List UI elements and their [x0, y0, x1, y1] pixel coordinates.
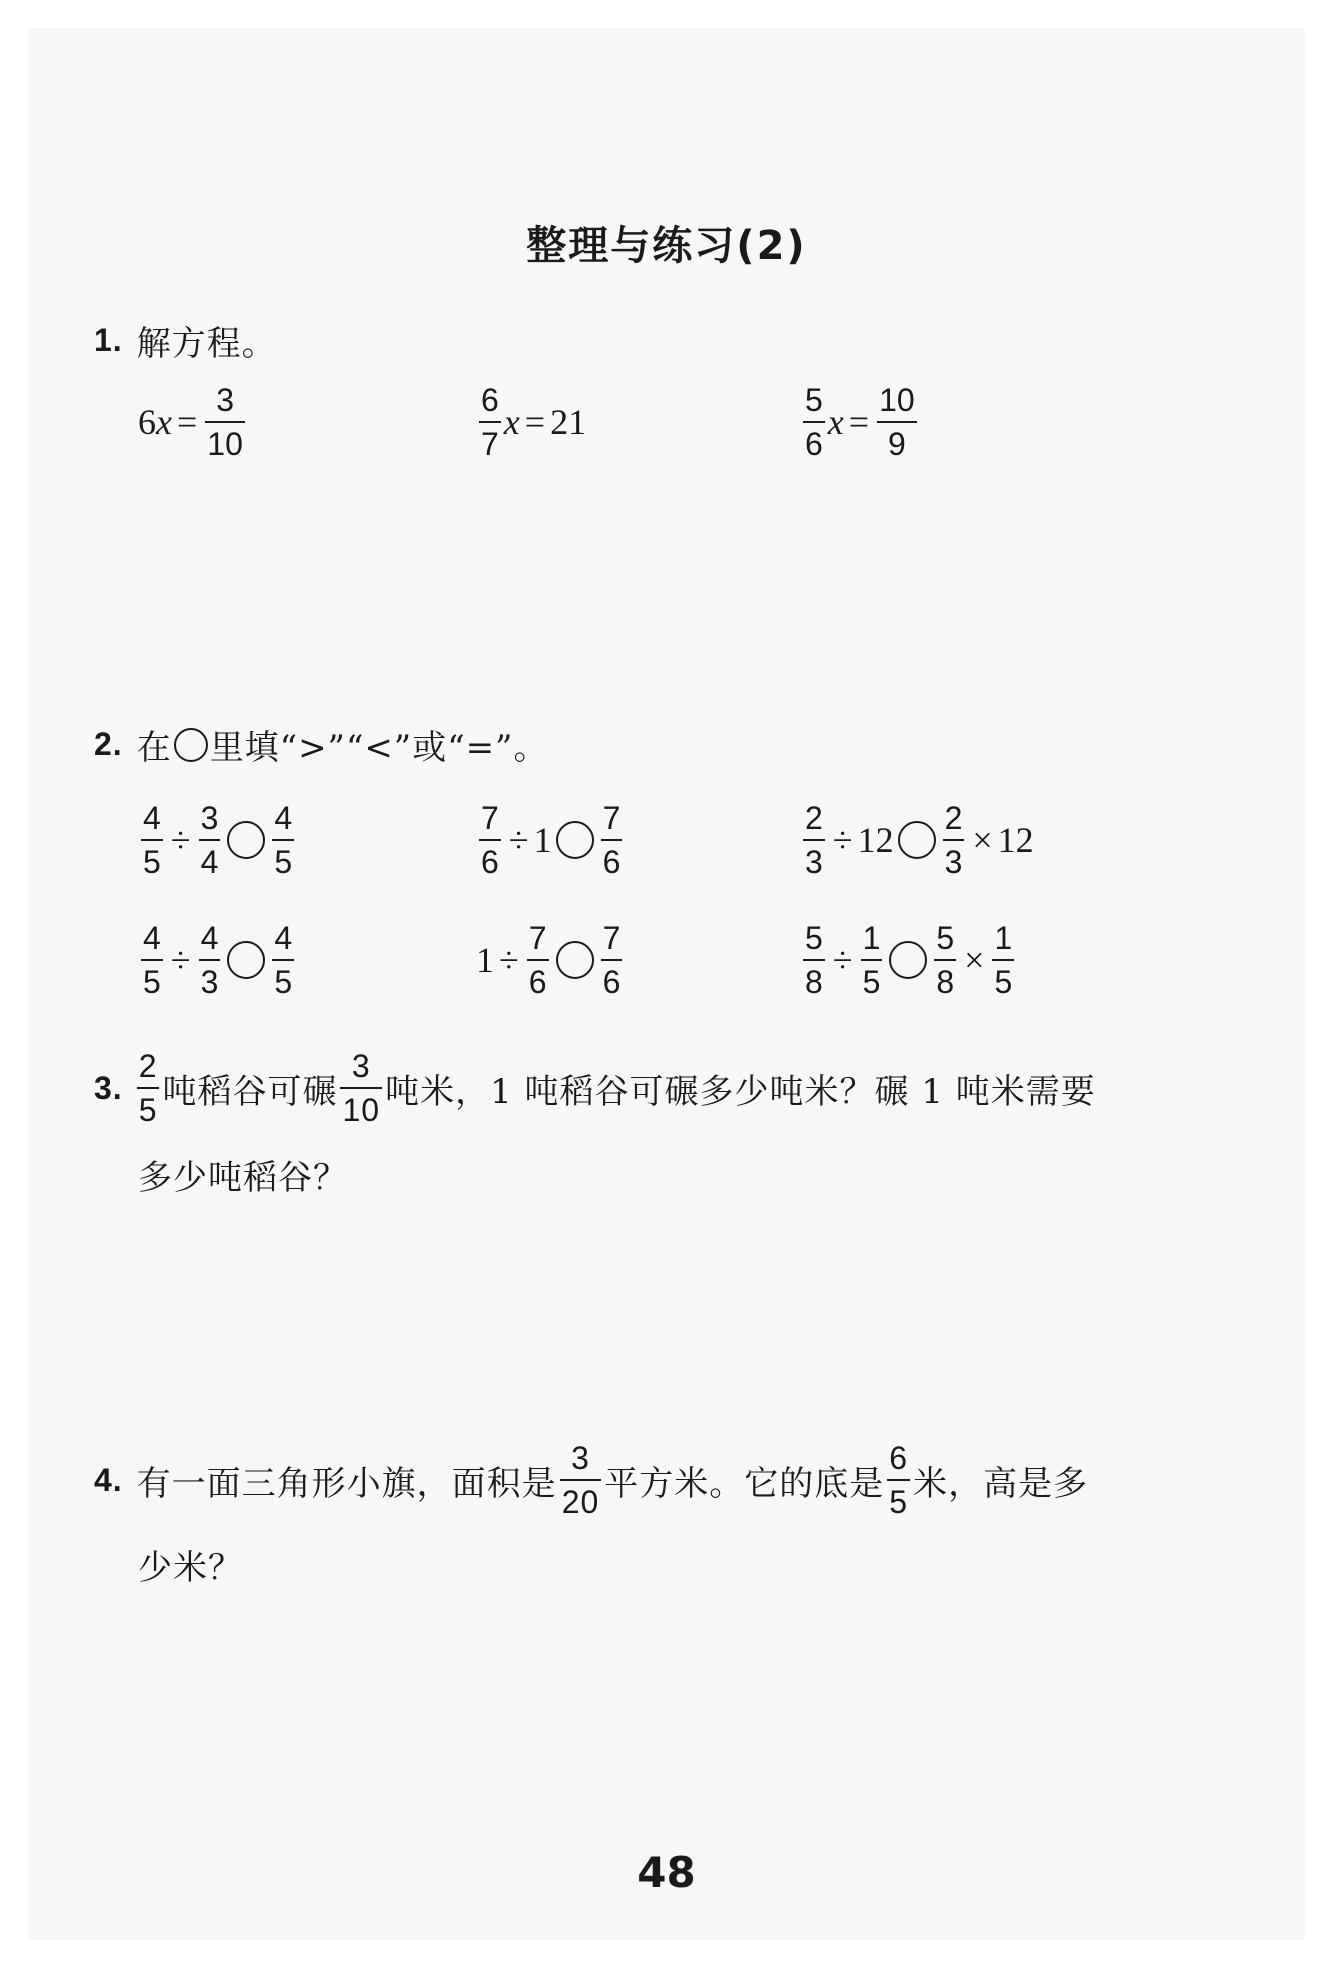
equation-2-var: x: [503, 402, 520, 442]
question-2-number: 2.: [94, 726, 123, 762]
fraction-bar: [479, 421, 501, 423]
fraction-numerator: 7: [602, 920, 621, 956]
fraction-denominator: 6: [481, 844, 499, 880]
fraction-bar: [199, 839, 221, 841]
equation-1-equals: =: [176, 402, 198, 442]
question-4-line-2: 少米？: [138, 1548, 243, 1588]
equation-2-coef-fraction: [479, 382, 501, 462]
question-2-text-before: 在: [136, 728, 172, 768]
fraction-numerator: 3: [571, 1440, 590, 1476]
fraction-denominator: 20: [561, 1484, 600, 1520]
fraction-denominator: 8: [805, 964, 823, 1000]
divide-operator: ÷: [832, 940, 853, 980]
fraction-bar: [803, 421, 825, 423]
fraction-bar: [199, 959, 221, 961]
fraction-denominator: 6: [528, 964, 547, 1000]
answer-circle[interactable]: [898, 821, 936, 859]
equation-3-rhs-fraction: [877, 382, 917, 462]
question-4-number: 4.: [94, 1461, 123, 1498]
fraction-numerator: 10: [879, 382, 915, 418]
question-4-fraction-2: [887, 1440, 910, 1520]
answer-circle[interactable]: [556, 941, 594, 979]
fraction-numerator: 3: [351, 1048, 371, 1084]
fraction-numerator: 4: [143, 800, 161, 836]
fraction-numerator: 3: [216, 382, 234, 418]
question-3-line-2: 多少吨稻谷？: [138, 1158, 348, 1198]
fraction-a: [803, 920, 825, 1000]
divide-operator: ÷: [170, 820, 191, 860]
page-title: 整理与练习(2): [526, 223, 807, 269]
fraction-denominator: 3: [805, 844, 823, 880]
multiply-operator: ×: [964, 940, 985, 980]
fraction-denominator: 6: [805, 426, 823, 462]
answer-circle[interactable]: [889, 941, 927, 979]
fraction-bar: [887, 1479, 910, 1481]
fraction-numerator: 7: [602, 800, 621, 836]
fraction-numerator: 2: [805, 800, 823, 836]
fraction-numerator: 1: [862, 920, 881, 956]
question-1-number: 1.: [94, 322, 123, 358]
question-3-text-1: 吨稻谷可碾: [162, 1071, 338, 1112]
equation-3: [800, 382, 920, 462]
fraction-denominator: 5: [143, 844, 161, 880]
compare-item-2: [476, 800, 625, 880]
fraction-numerator: 1: [994, 920, 1013, 956]
fraction-numerator: 5: [936, 920, 955, 956]
fraction-numerator: 6: [481, 382, 499, 418]
question-3-number: 3.: [94, 1069, 123, 1106]
fraction-bar: [141, 839, 163, 841]
equation-3-equals: =: [848, 402, 870, 442]
equation-3-coef-fraction: [803, 382, 825, 462]
divide-operator: ÷: [832, 820, 853, 860]
fraction-c: [934, 920, 956, 1000]
fraction-bar: [205, 421, 245, 423]
fraction-numerator: 5: [805, 382, 823, 418]
question-3-text-2: 吨米，1 吨稻谷可碾多少吨米？碾 1 吨米需要: [385, 1071, 1096, 1112]
fraction-c: [272, 800, 294, 880]
equation-2: [476, 382, 586, 462]
fraction-numerator: 4: [200, 920, 219, 956]
fraction-b: [527, 920, 549, 1000]
question-4-line-1: [94, 1440, 1088, 1520]
fraction-denominator: 6: [602, 844, 621, 880]
fraction-numerator: 7: [528, 920, 547, 956]
compare-item-5: [476, 920, 625, 1000]
question-3-line-1: [94, 1048, 1096, 1128]
fraction-denominator: 4: [200, 844, 219, 880]
fraction-bar: [861, 959, 883, 961]
fraction-bar: [803, 839, 825, 841]
compare-item-1: [138, 800, 297, 880]
fraction-denominator: 6: [602, 964, 621, 1000]
fraction-b: [199, 920, 221, 1000]
divide-operator: ÷: [499, 940, 519, 980]
fraction-numerator: 2: [944, 800, 963, 836]
fraction-numerator: 2: [138, 1048, 158, 1084]
compare-item-3: [800, 800, 1034, 880]
answer-circle[interactable]: [227, 941, 265, 979]
fraction-denominator: 10: [342, 1092, 381, 1128]
answer-circle[interactable]: [227, 821, 265, 859]
equation-3-var: x: [827, 402, 844, 442]
multiply-operator: ×: [972, 820, 993, 860]
fraction-bar: [272, 959, 294, 961]
fraction-a: [479, 800, 501, 880]
equation-1-var: x: [156, 402, 172, 442]
fraction-c: [943, 800, 965, 880]
fraction-c: [601, 800, 623, 880]
operand-b: 12: [857, 820, 894, 860]
fraction-a: [803, 800, 825, 880]
fraction-denominator: 5: [862, 964, 881, 1000]
fraction-denominator: 5: [143, 964, 161, 1000]
fraction-bar: [272, 839, 294, 841]
question-1-header: [94, 316, 277, 365]
fraction-denominator: 5: [994, 964, 1013, 1000]
equation-2-rhs: 21: [550, 402, 587, 442]
equation-1: [138, 382, 248, 462]
question-4-text-2: 平方米。它的底是: [604, 1463, 885, 1504]
fraction-c: [272, 920, 294, 1000]
fraction-b: [199, 800, 221, 880]
fraction-denominator: 5: [274, 844, 293, 880]
fraction-bar: [601, 839, 623, 841]
equation-2-equals: =: [524, 402, 546, 442]
fraction-bar: [141, 959, 163, 961]
compare-item-4: [138, 920, 297, 1000]
fraction-numerator: 7: [481, 800, 499, 836]
fraction-bar: [527, 959, 549, 961]
fraction-denominator: 5: [274, 964, 293, 1000]
question-4-fraction-1: [560, 1440, 602, 1520]
fraction-numerator: 6: [889, 1440, 909, 1476]
fraction-numerator: 4: [274, 920, 293, 956]
question-3-fraction-1: [137, 1048, 160, 1128]
fraction-bar: [877, 421, 917, 423]
answer-circle[interactable]: [556, 821, 594, 859]
fraction-numerator: 4: [143, 920, 161, 956]
fraction-denominator: 10: [207, 426, 243, 462]
fraction-numerator: 3: [200, 800, 219, 836]
fraction-denominator: 7: [481, 426, 499, 462]
equation-1-rhs-fraction: [205, 382, 245, 462]
fraction-denominator: 3: [944, 844, 963, 880]
fraction-denominator: 5: [138, 1092, 158, 1128]
fraction-denominator: 9: [887, 426, 906, 462]
fraction-a: [141, 920, 163, 1000]
divide-operator: ÷: [170, 940, 191, 980]
equation-1-coef: 6: [138, 402, 156, 442]
fraction-bar: [803, 959, 825, 961]
operand-a: 1: [476, 940, 494, 980]
question-4-text-1: 有一面三角形小旗，面积是: [136, 1463, 557, 1504]
operand-d: 12: [997, 820, 1034, 860]
question-3-fraction-2: [340, 1048, 382, 1128]
fraction-bar: [479, 839, 501, 841]
fraction-bar: [934, 959, 956, 961]
fraction-bar: [601, 959, 623, 961]
question-2-header: [94, 720, 548, 769]
compare-item-6: [800, 920, 1017, 1000]
fraction-denominator: 5: [889, 1484, 909, 1520]
fraction-bar: [560, 1479, 602, 1481]
fraction-b: [861, 920, 883, 1000]
fraction-bar: [992, 959, 1014, 961]
fraction-bar: [340, 1087, 382, 1089]
fraction-denominator: 3: [200, 964, 219, 1000]
question-4-text-3: 米，高是多: [913, 1463, 1089, 1504]
question-1-text: 解方程。: [136, 324, 277, 364]
page-number: 48: [637, 1848, 696, 1897]
question-2-text-after: 里填“>”“<”或“=”。: [209, 728, 549, 768]
fraction-d: [992, 920, 1014, 1000]
fraction-a: [141, 800, 163, 880]
fraction-bar: [943, 839, 965, 841]
fraction-numerator: 4: [274, 800, 293, 836]
fraction-bar: [137, 1087, 160, 1089]
fraction-denominator: 8: [936, 964, 955, 1000]
divide-operator: ÷: [508, 820, 529, 860]
operand-b: 1: [533, 820, 552, 860]
circle-icon: [174, 728, 208, 762]
fraction-numerator: 5: [805, 920, 823, 956]
fraction-c: [601, 920, 623, 1000]
